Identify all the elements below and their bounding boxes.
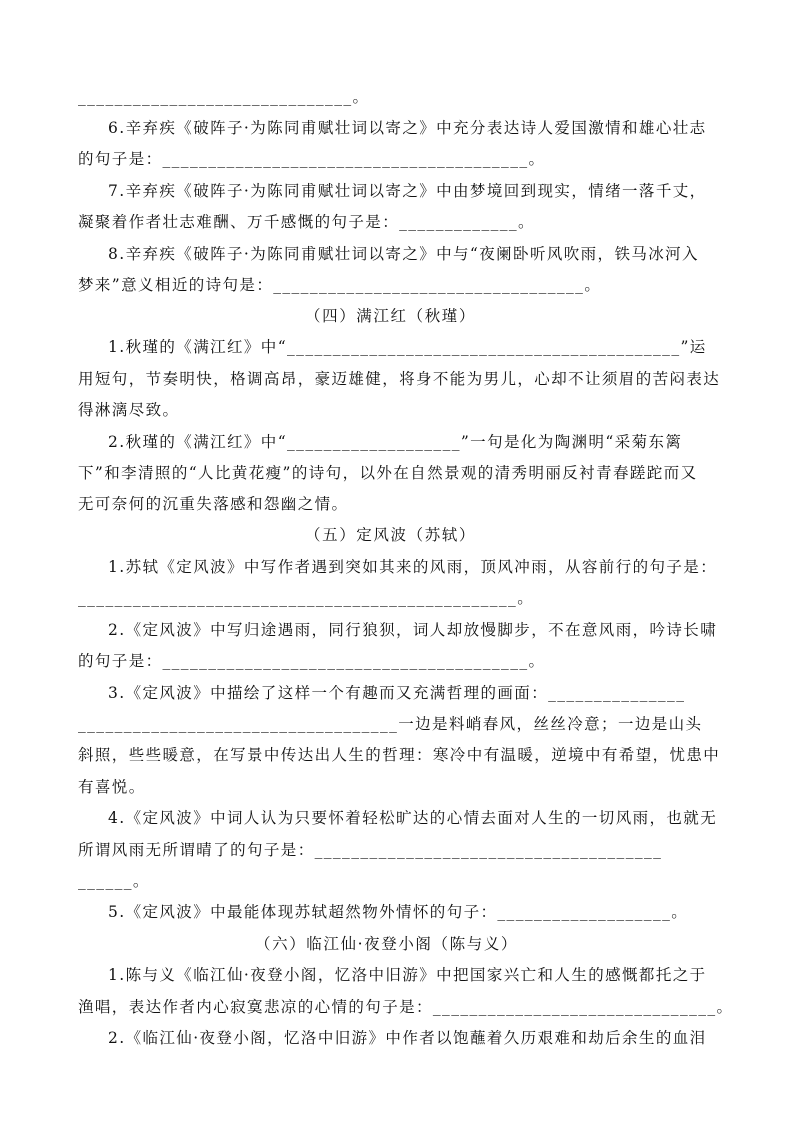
text-line: ______。	[78, 872, 150, 890]
text-line: 的句子是：________________________________________。	[78, 652, 546, 670]
text-line: ______________________________。	[78, 88, 370, 106]
text-line: ___________________________________一边是料峭春风，丝丝冷意；一边是山头	[78, 715, 703, 733]
text-line: 1.秋瑾的《满江红》中“___________________________________________”运	[108, 338, 707, 356]
section-heading: （五）定风波（苏轼）	[305, 526, 477, 544]
section-heading: （四）满江红（秋瑾）	[305, 307, 477, 325]
text-line: 下”和李清照的“人比黄花瘦”的诗句，以外在自然景观的清秀明丽反衬青春蹉跎而又	[78, 464, 698, 482]
text-line: 6.辛弃疾《破阵子·为陈同甫赋壮词以寄之》中充分表达诗人爱国激情和雄心壮志	[108, 119, 707, 137]
text-line: 得淋漓尽致。	[78, 401, 180, 419]
text-line: 凝聚着作者壮志难酬、万千感慨的句子是：_____________。	[78, 213, 535, 231]
text-line: 2.《定风波》中写归途遇雨，同行狼狈，词人却放慢脚步，不在意风雨，吟诗长啸	[108, 621, 718, 639]
text-line: 渔唱，表达作者内心寂寞悲凉的心情的句子是：_______________________________。	[78, 998, 734, 1016]
text-line: 有喜悦。	[78, 778, 146, 796]
text-line: 用短句，节奏明快，格调高昂，豪迈雄健，将身不能为男儿，心却不让须眉的苦闷表达	[78, 370, 721, 388]
text-line: 2.《临江仙·夜登小阁，忆洛中旧游》中作者以饱蘸着久历艰难和劫后余生的血泪	[108, 1029, 707, 1047]
text-line: 斜照，些些暖意，在写景中传达出人生的哲理：寒冷中有温暖，逆境中有希望，忧患中	[78, 746, 721, 764]
section-heading: （六）临江仙·夜登小阁（陈与义）	[255, 935, 519, 953]
text-line: 2.秋瑾的《满江红》中“___________________”一句是化为陶渊明“采菊东篱	[108, 433, 683, 451]
text-line: 4.《定风波》中词人认为只要怀着轻松旷达的心情去面对人生的一切风雨，也就无	[108, 809, 718, 827]
text-line: 梦来”意义相近的诗句是：__________________________________。	[78, 276, 602, 294]
text-line: 所谓风雨无所谓晴了的句子是：______________________________________	[78, 841, 663, 859]
text-line: 8.辛弃疾《破阵子·为陈同甫赋壮词以寄之》中与“夜阑卧听风吹雨，铁马冰河入	[108, 245, 699, 263]
text-line: 3.《定风波》中描绘了这样一个有趣而又充满哲理的画面：_______________	[108, 684, 686, 702]
text-line: 1.陈与义《临江仙·夜登小阁，忆洛中旧游》中把国家兴亡和人生的感慨都托之于	[108, 966, 707, 984]
text-line: 无可奈何的沉重失落感和怨幽之情。	[78, 495, 349, 513]
text-line: ________________________________________________。	[78, 589, 535, 607]
text-line: 的句子是：________________________________________。	[78, 150, 546, 168]
text-line: 5.《定风波》中最能体现苏轼超然物外情怀的句子：___________________。	[108, 903, 689, 921]
text-line: 7.辛弃疾《破阵子·为陈同甫赋壮词以寄之》中由梦境回到现实，情绪一落千丈，	[108, 182, 707, 200]
text-line: 1.苏轼《定风波》中写作者遇到突如其来的风雨，顶风冲雨，从容前行的句子是：	[108, 558, 718, 576]
